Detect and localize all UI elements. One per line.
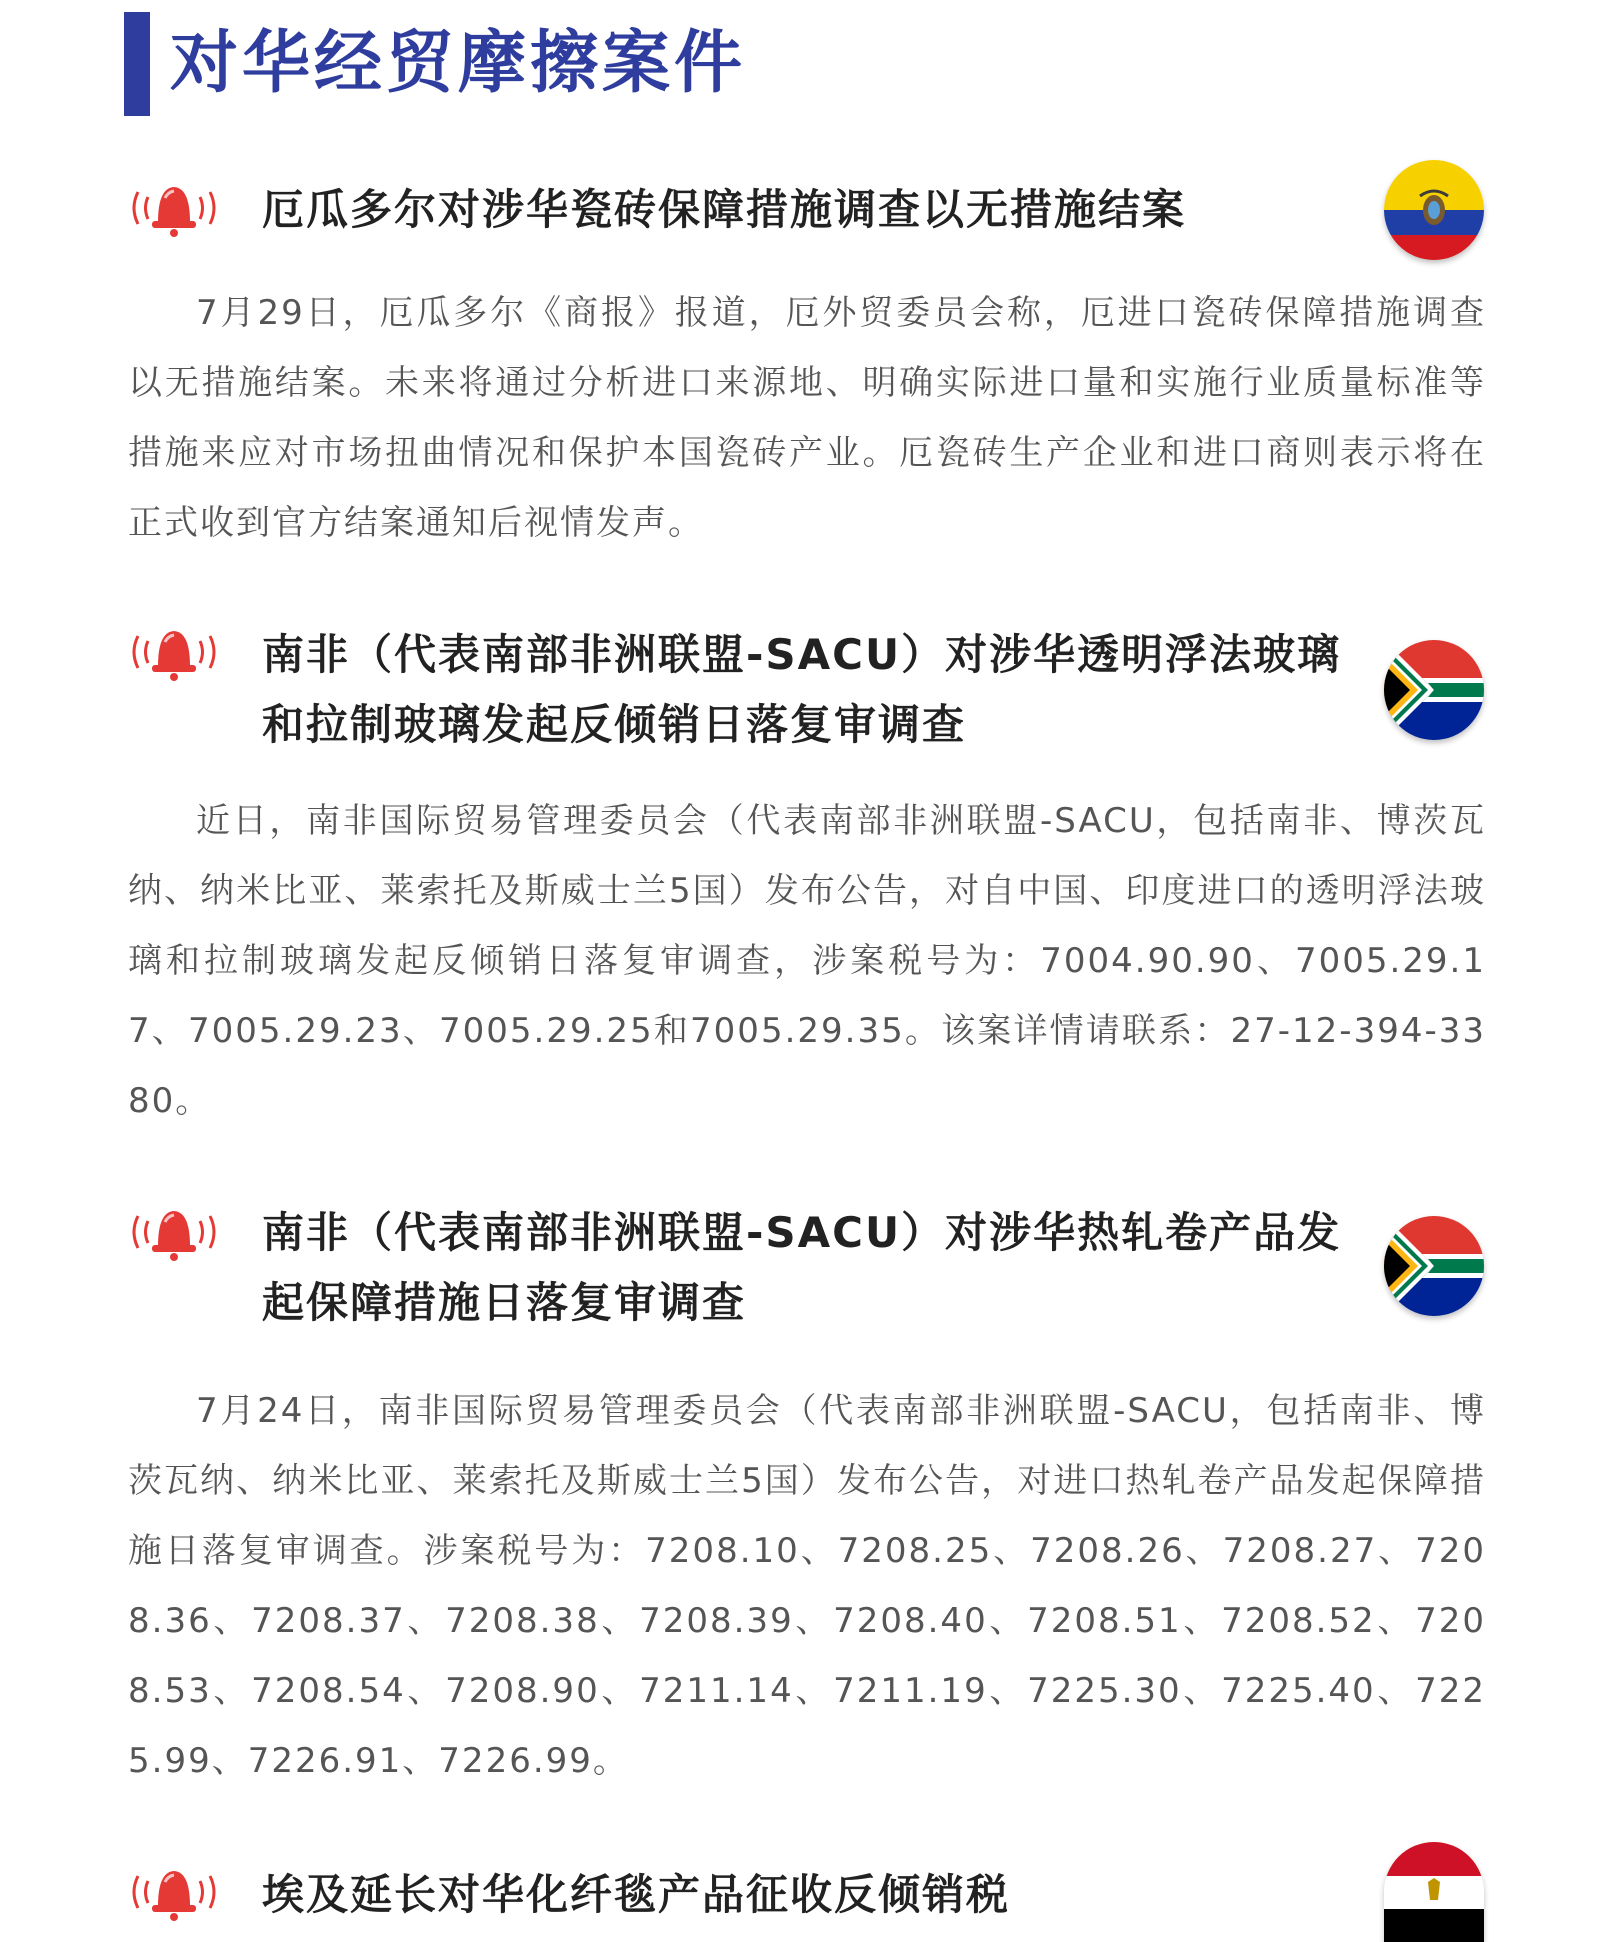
section-title: 对华经贸摩擦案件 [170,24,747,103]
alarm-bell-icon [124,1862,224,1922]
south-africa-flag-icon [1384,1216,1484,1316]
section-accent-bar [124,12,150,116]
ecuador-flag-icon [1384,160,1484,260]
case-title: 埃及延长对华化纤毯产品征收反倾销税 [262,1870,1011,1919]
alarm-bell-icon [124,1202,224,1262]
case-body: 7月24日，南非国际贸易管理委员会（代表南部非洲联盟-SACU，包括南非、博茨瓦纳、纳米比亚、莱索托及斯威士兰5国）发布公告，对进口热轧卷产品发起保障措施日落复审调查。涉案税号为：7208.10、7208.25、7208.26、7208.27、7208.36、7208.37、7208.38、7208.39、7208.40、7208.51、7208.52、7208.53、7208.54、7208.90、7211.14、7211.19、7225.30、7225.40、7225.99、7226.91、7226.99。 [128,1391,1486,1781]
case-title: 南非（代表南部非洲联盟-SACU）对涉华透明浮法玻璃和拉制玻璃发起反倾销日落复审调查 [262,630,1342,749]
case-title: 南非（代表南部非洲联盟-SACU）对涉华热轧卷产品发起保障措施日落复审调查 [262,1208,1342,1327]
alarm-bell-icon [124,622,224,682]
section-header [124,12,746,116]
south-africa-flag-icon [1384,640,1484,740]
case-body: 近日，南非国际贸易管理委员会（代表南部非洲联盟-SACU，包括南非、博茨瓦纳、纳米比亚、莱索托及斯威士兰5国）发布公告，对自中国、印度进口的透明浮法玻璃和拉制玻璃发起反倾销日落复审调查，涉案税号为：7004.90.90、7005.29.17、7005.29.23、7005.29.25和7005.29.35。该案详情请联系：27-12-394-3380。 [128,801,1486,1121]
egypt-flag-icon [1384,1842,1484,1942]
case-body: 7月29日，厄瓜多尔《商报》报道，厄外贸委员会称，厄进口瓷砖保障措施调查以无措施结案。未来将通过分析进口来源地、明确实际进口量和实施行业质量标准等措施来应对市场扭曲情况和保护本国瓷砖产业。厄瓷砖生产企业和进口商则表示将在正式收到官方结案通知后视情发声。 [128,293,1486,543]
alarm-bell-icon [124,178,224,238]
case-title: 厄瓜多尔对涉华瓷砖保障措施调查以无措施结案 [262,185,1187,234]
